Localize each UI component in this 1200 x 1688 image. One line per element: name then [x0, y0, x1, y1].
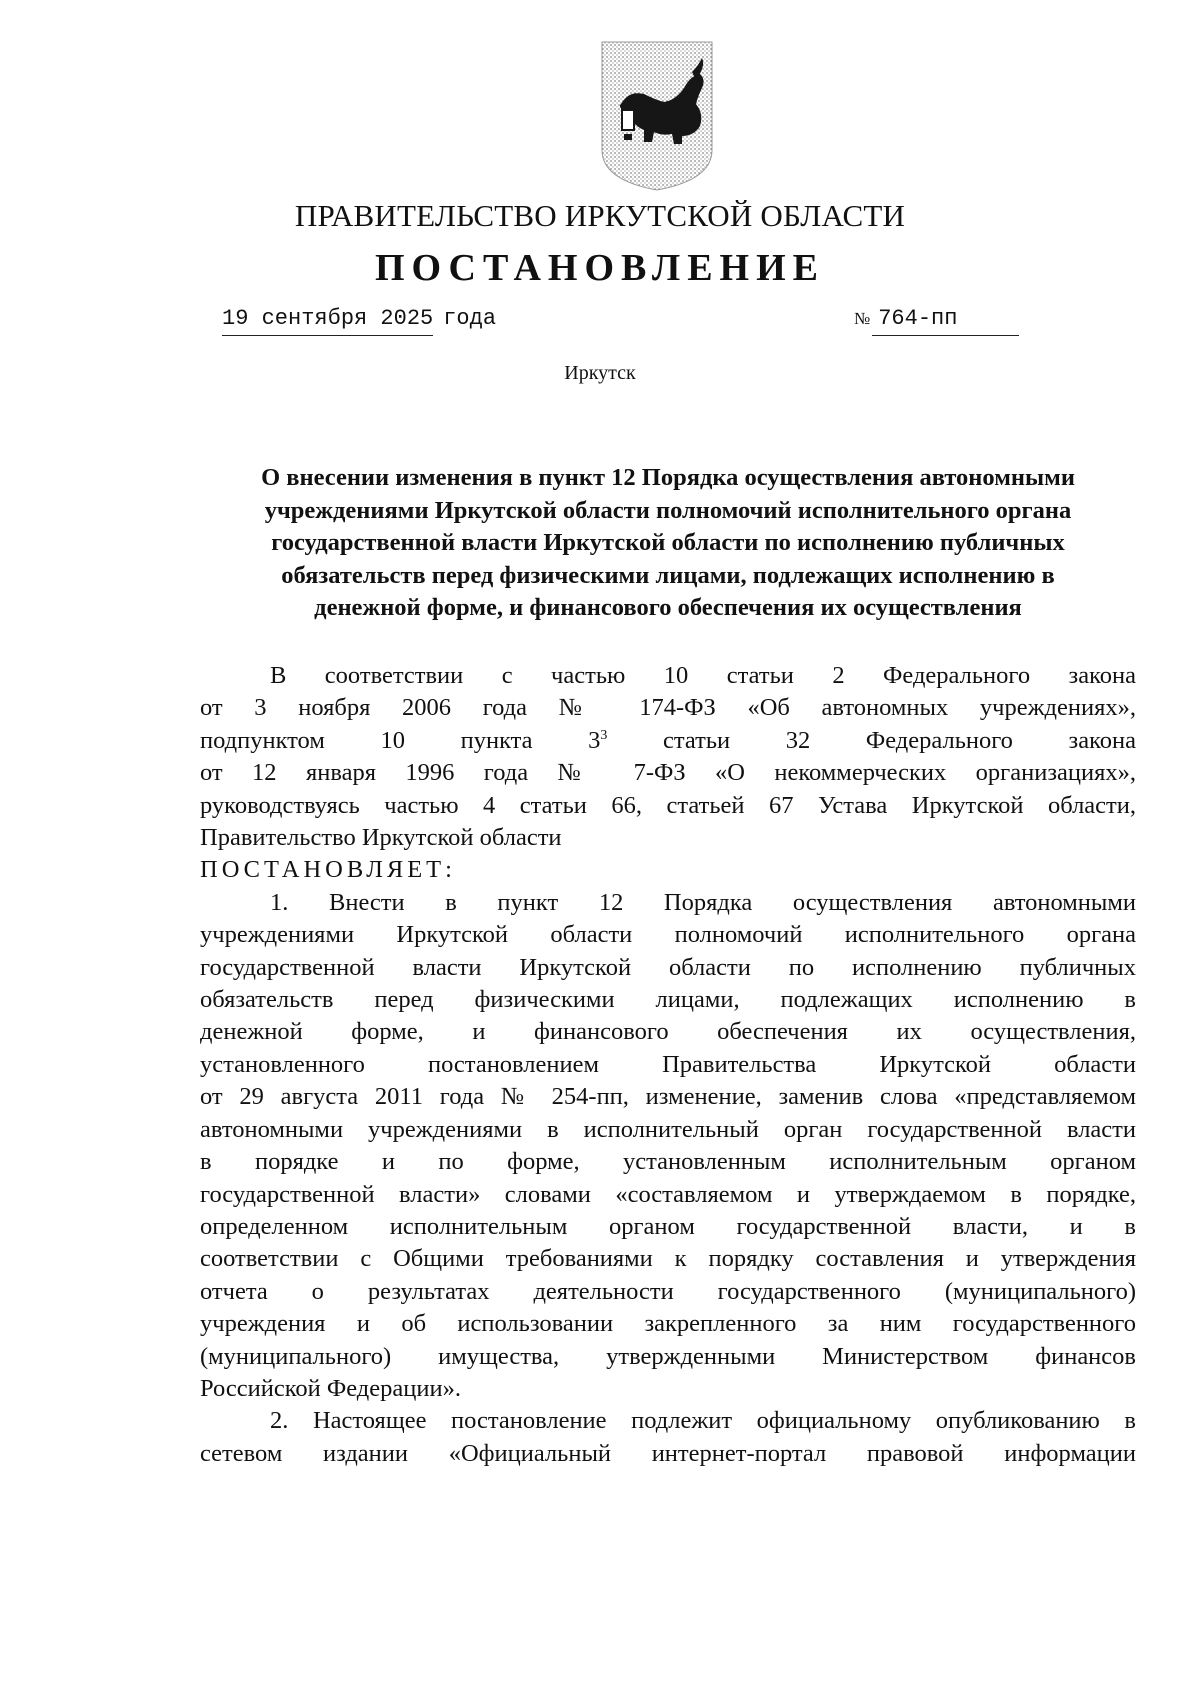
number-sign: № [854, 309, 871, 328]
preamble-line: руководствуясь частью 4 статьи 66, статьей 67 Устава Иркутской области, [200, 791, 1136, 819]
item-line: 2. Настоящее постановление подлежит официальному опубликованию в [270, 1407, 1136, 1435]
government-name: ПРАВИТЕЛЬСТВО ИРКУТСКОЙ ОБЛАСТИ [294, 198, 906, 233]
item-line: сетевом издании «Официальный интернет-портал правовой информации [200, 1439, 1136, 1467]
item-line: установленного постановлением Правительства Иркутской области [200, 1050, 1136, 1078]
item-1 [200, 887, 1136, 1406]
preamble-line: Правительство Иркутской области [200, 824, 562, 852]
document-body [200, 660, 1136, 1470]
item-line: определенном исполнительным органом государственной власти, и в [200, 1212, 1136, 1240]
item-2 [200, 1405, 1136, 1470]
document-title [200, 462, 1136, 625]
item-line: обязательств перед физическими лицами, подлежащих исполнению в [200, 986, 1136, 1014]
title-line: О внесении изменения в пункт 12 Порядка осуществления автономными [261, 464, 1075, 491]
superscript: 3 [600, 727, 608, 743]
preamble-line: от 3 ноября 2006 года № 174-ФЗ «Об автономных учреждениях», [200, 694, 1136, 722]
item-line: государственной власти Иркутской области по исполнению публичных [200, 953, 1136, 981]
item-line: учреждения и об использовании закрепленного за ним государственного [200, 1310, 1136, 1338]
preamble-text: подпунктом 10 пункта 3 [200, 726, 601, 754]
city-name: Иркутск [564, 362, 636, 384]
title-line: учреждениями Иркутской области полномочий исполнительного органа [264, 496, 1072, 524]
preamble-line [200, 725, 1136, 757]
preamble-line: В соответствии с частью 10 статьи 2 Федерального закона [270, 662, 1136, 689]
item-line: соответствии с Общими требованиями к порядку составления и утверждения [200, 1245, 1136, 1273]
item-line: (муниципального) имущества, утвержденными Министерством финансов [200, 1342, 1136, 1370]
title-line: денежной форме, и финансового обеспечения их осуществления [314, 594, 1022, 621]
item-line: автономными учреждениями в исполнительный орган государственной власти [200, 1115, 1136, 1143]
preamble-text: статьи 32 Федерального закона [607, 726, 1136, 754]
document-number [854, 306, 1054, 336]
item-line: от 29 августа 2011 года № 254-пп, изменение, заменив слова «представляемом [200, 1083, 1136, 1111]
preamble-line: от 12 января 1996 года № 7-ФЗ «О некоммерческих организациях», [200, 759, 1136, 787]
document-date [222, 306, 522, 336]
item-line: денежной форме, и финансового обеспечения их осуществления, [200, 1018, 1136, 1046]
item-line: отчета о результатах деятельности государственного (муниципального) [200, 1277, 1136, 1305]
resolves-heading: ПОСТАНОВЛЯЕТ: [200, 856, 456, 884]
coat-of-arms-icon [598, 40, 716, 192]
item-line: в порядке и по форме, установленным исполнительным органом [200, 1148, 1136, 1176]
title-line: обязательств перед физическими лицами, подлежащих исполнению в [281, 561, 1055, 589]
date-suffix: года [443, 306, 497, 331]
item-line: государственной власти» словами «составляемом и утверждаемом в порядке, [200, 1180, 1136, 1208]
item-line: Российской Федерации». [200, 1374, 461, 1402]
preamble [200, 660, 1136, 854]
title-line: государственной власти Иркутской области по исполнению публичных [271, 529, 1065, 556]
date-value: 19 сентября 2025 [222, 306, 433, 336]
number-value: 764-пп [872, 306, 1019, 336]
document-type: ПОСТАНОВЛЕНИЕ [374, 247, 826, 289]
item-line: учреждениями Иркутской области полномочий исполнительного органа [200, 921, 1136, 949]
item-line: 1. Внести в пункт 12 Порядка осуществления автономными [270, 888, 1136, 916]
